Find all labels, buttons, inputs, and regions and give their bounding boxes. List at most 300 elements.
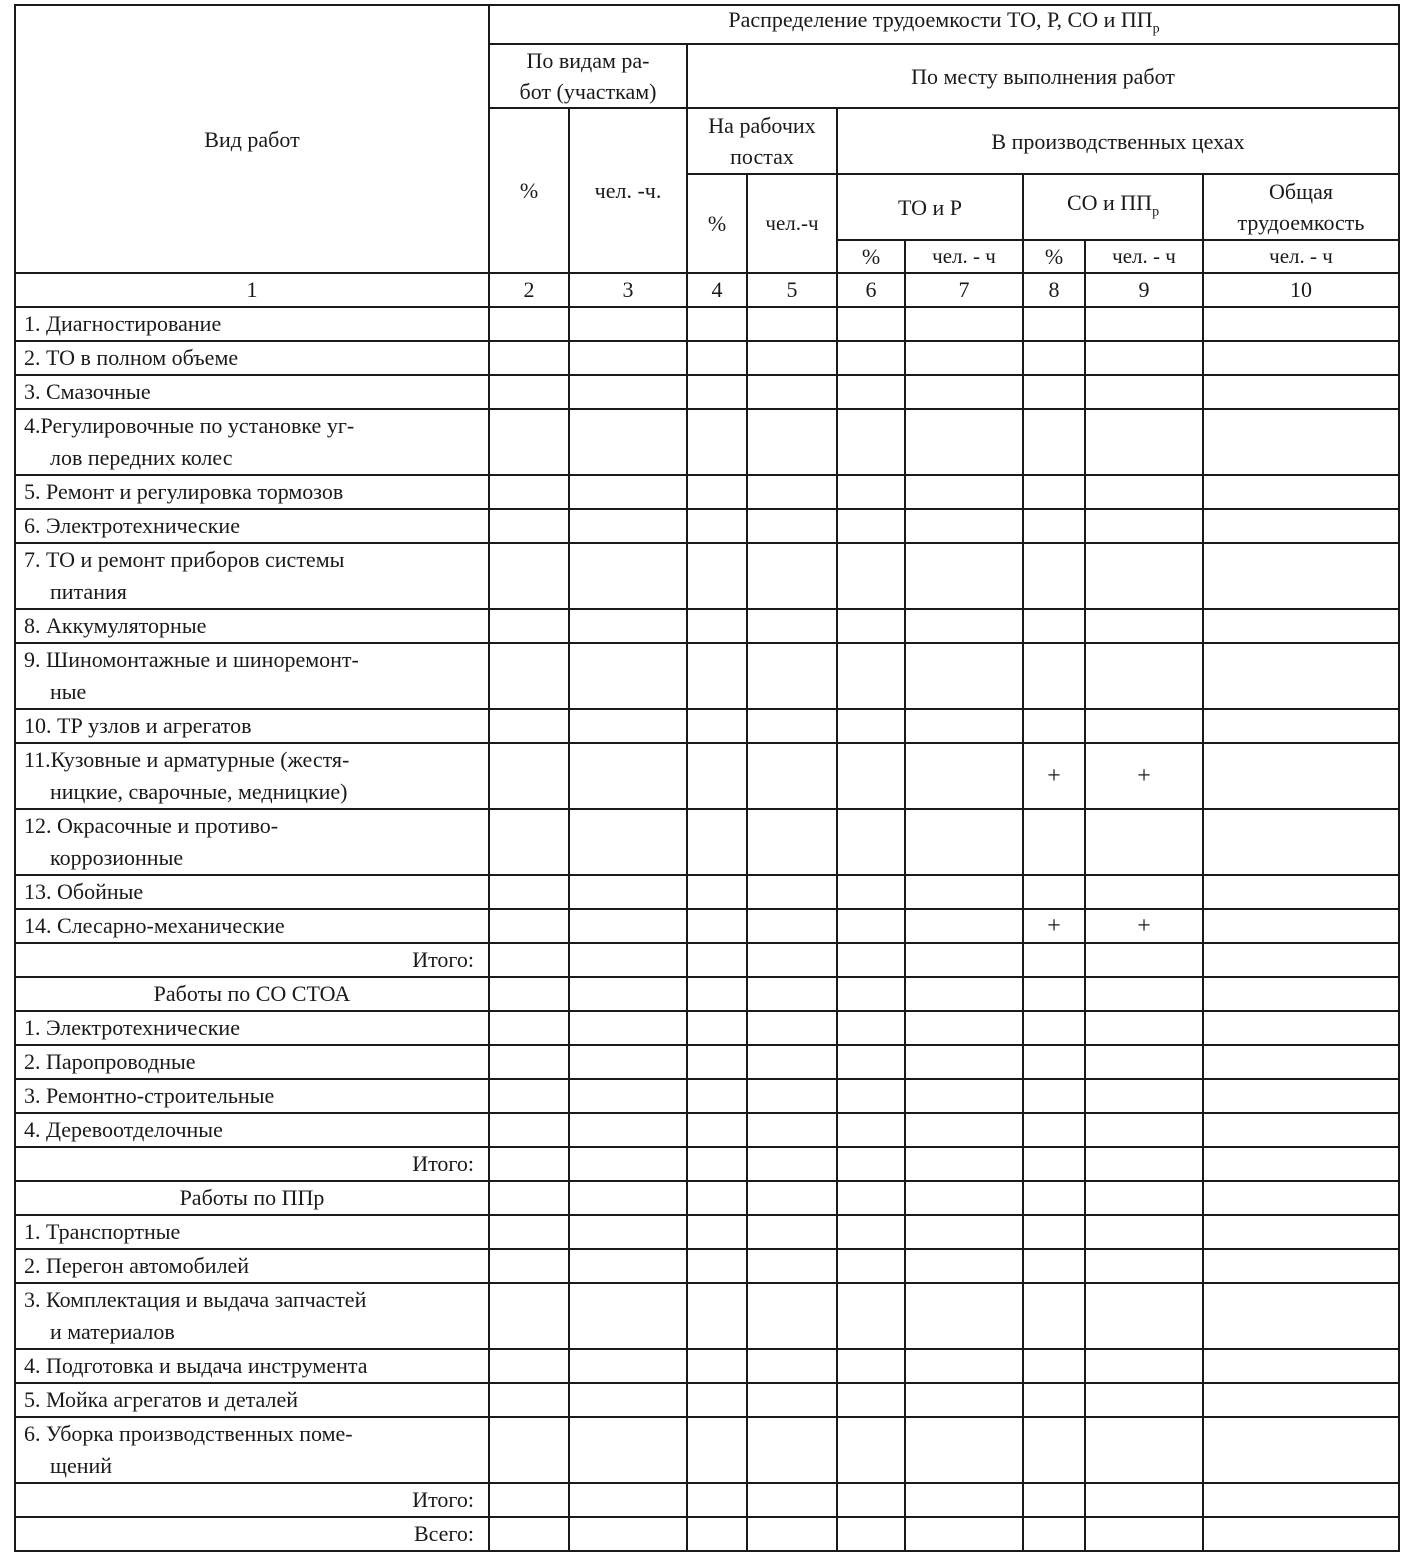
- work-type-name: [15, 1417, 489, 1483]
- value-cell-col5: [747, 609, 837, 643]
- value-cell-col2: [489, 743, 569, 809]
- value-cell-col7: [905, 409, 1023, 475]
- value-cell-col7: [905, 709, 1023, 743]
- value-cell-col2: [489, 1517, 569, 1551]
- value-cell-col9: [1085, 1349, 1203, 1383]
- value-cell-col9: [1085, 1249, 1203, 1283]
- value-cell-col4: [687, 1113, 747, 1147]
- value-cell-col5: [747, 709, 837, 743]
- value-cell-col5: [747, 977, 837, 1011]
- value-cell-col4: [687, 1283, 747, 1349]
- value-cell-col5: [747, 1249, 837, 1283]
- value-cell-col5: [747, 1349, 837, 1383]
- value-cell-col9: [1085, 643, 1203, 709]
- value-cell-col8: [1023, 1011, 1085, 1045]
- plus-mark-col9: +: [1085, 909, 1203, 943]
- table-row: [15, 1215, 1399, 1249]
- table-row: [15, 543, 1399, 609]
- value-cell-col5: [747, 307, 837, 341]
- table-row: [15, 1383, 1399, 1417]
- value-cell-col7: [905, 809, 1023, 875]
- value-cell-col9: [1085, 543, 1203, 609]
- work-type-name: [15, 1283, 489, 1349]
- header-pct-col2: %: [489, 108, 569, 273]
- work-type-line: 4. Деревоотделочные: [24, 1117, 223, 1143]
- work-type-line: 2. Перегон автомобилей: [24, 1253, 250, 1279]
- value-cell-col2: [489, 307, 569, 341]
- work-type-line: 6. Уборка производственных поме-: [24, 1421, 353, 1447]
- total-label: Итого:: [15, 1483, 489, 1517]
- value-cell-col5: [747, 1079, 837, 1113]
- value-cell-col7: [905, 643, 1023, 709]
- work-type-name: [15, 1383, 489, 1417]
- value-cell-col6: [837, 1011, 905, 1045]
- column-number-cell: 3: [569, 273, 687, 307]
- value-cell-col7: [905, 1349, 1023, 1383]
- value-cell-col9: [1085, 1283, 1203, 1349]
- value-cell-col4: [687, 1517, 747, 1551]
- value-cell-col2: [489, 1249, 569, 1283]
- value-cell-col4: [687, 875, 747, 909]
- value-cell-col8: [1023, 375, 1085, 409]
- value-cell-col4: [687, 1011, 747, 1045]
- work-type-line: 6. Электротехнические: [24, 513, 240, 539]
- work-type-line: 8. Аккумуляторные: [24, 613, 207, 639]
- value-cell-col3: [569, 341, 687, 375]
- value-cell-col10: [1203, 1181, 1399, 1215]
- value-cell-col5: [747, 543, 837, 609]
- value-cell-col6: [837, 1147, 905, 1181]
- value-cell-col7: [905, 1215, 1023, 1249]
- work-type-name: [15, 709, 489, 743]
- value-cell-col8: [1023, 409, 1085, 475]
- value-cell-col4: [687, 809, 747, 875]
- value-cell-col7: [905, 943, 1023, 977]
- value-cell-col8: [1023, 875, 1085, 909]
- header-workshops: В производственных цехах: [837, 108, 1399, 174]
- value-cell-col6: [837, 543, 905, 609]
- work-type-name: [15, 543, 489, 609]
- total-row: [15, 1517, 1399, 1551]
- work-type-line: 4. Подготовка и выдача инструмента: [24, 1353, 368, 1379]
- value-cell-col8: [1023, 1249, 1085, 1283]
- table-row: [15, 909, 1399, 943]
- value-cell-col5: [747, 1417, 837, 1483]
- table-row: [15, 1417, 1399, 1483]
- value-cell-col7: [905, 875, 1023, 909]
- work-type-line: 3. Ремонтно-строительные: [24, 1083, 275, 1109]
- value-cell-col9: [1085, 1147, 1203, 1181]
- value-cell-col2: [489, 1079, 569, 1113]
- value-cell-col8: [1023, 1383, 1085, 1417]
- work-type-line: 5. Ремонт и регулировка тормозов: [24, 479, 344, 505]
- total-label: Итого:: [15, 943, 489, 977]
- work-type-name: [15, 1045, 489, 1079]
- labor-distribution-table: [14, 4, 1400, 1552]
- value-cell-col3: [569, 1517, 687, 1551]
- value-cell-col5: [747, 1283, 837, 1349]
- value-cell-col9: [1085, 1079, 1203, 1113]
- work-type-line: 1. Транспортные: [24, 1219, 181, 1245]
- value-cell-col4: [687, 609, 747, 643]
- value-cell-col7: [905, 475, 1023, 509]
- value-cell-col2: [489, 341, 569, 375]
- table-row: [15, 643, 1399, 709]
- value-cell-col6: [837, 1517, 905, 1551]
- value-cell-col2: [489, 809, 569, 875]
- value-cell-col6: [837, 1249, 905, 1283]
- value-cell-col3: [569, 1011, 687, 1045]
- value-cell-col10: [1203, 743, 1399, 809]
- value-cell-col7: [905, 543, 1023, 609]
- value-cell-col8: [1023, 977, 1085, 1011]
- table-row: [15, 307, 1399, 341]
- value-cell-col4: [687, 1147, 747, 1181]
- value-cell-col8: [1023, 307, 1085, 341]
- value-cell-col9: [1085, 341, 1203, 375]
- work-type-name: [15, 341, 489, 375]
- header-pct-col4: %: [687, 174, 747, 273]
- value-cell-col3: [569, 1383, 687, 1417]
- section-row: [15, 1181, 1399, 1215]
- value-cell-col3: [569, 977, 687, 1011]
- value-cell-col8: [1023, 475, 1085, 509]
- value-cell-col3: [569, 543, 687, 609]
- header-by-type: По видам ра- бот (участкам): [489, 44, 687, 108]
- value-cell-col8: [1023, 1045, 1085, 1079]
- value-cell-col10: [1203, 475, 1399, 509]
- work-type-line: 5. Мойка агрегатов и деталей: [24, 1387, 298, 1413]
- table-row: [15, 1045, 1399, 1079]
- value-cell-col3: [569, 643, 687, 709]
- value-cell-col4: [687, 1249, 747, 1283]
- value-cell-col9: [1085, 1011, 1203, 1045]
- work-type-name: [15, 609, 489, 643]
- work-type-name: [15, 509, 489, 543]
- value-cell-col5: [747, 1113, 837, 1147]
- value-cell-col8: [1023, 1181, 1085, 1215]
- value-cell-col2: [489, 509, 569, 543]
- value-cell-col3: [569, 1349, 687, 1383]
- value-cell-col3: [569, 1079, 687, 1113]
- work-type-line: щений: [50, 1453, 113, 1479]
- header-chelch-col5: чел.-ч: [747, 174, 837, 273]
- column-number-cell: 2: [489, 273, 569, 307]
- value-cell-col3: [569, 1417, 687, 1483]
- value-cell-col4: [687, 475, 747, 509]
- value-cell-col5: [747, 943, 837, 977]
- value-cell-col4: [687, 1349, 747, 1383]
- table-row: [15, 875, 1399, 909]
- value-cell-col3: [569, 307, 687, 341]
- value-cell-col10: [1203, 543, 1399, 609]
- work-type-line: 2. ТО в полном объеме: [24, 345, 239, 371]
- value-cell-col10: [1203, 909, 1399, 943]
- value-cell-col6: [837, 475, 905, 509]
- value-cell-col6: [837, 1417, 905, 1483]
- header-pct-col6: %: [837, 240, 905, 273]
- value-cell-col2: [489, 1215, 569, 1249]
- table-row: [15, 809, 1399, 875]
- value-cell-col4: [687, 1215, 747, 1249]
- value-cell-col10: [1203, 809, 1399, 875]
- work-type-name: [15, 1079, 489, 1113]
- header-chelch-col9: чел. - ч: [1085, 240, 1203, 273]
- work-type-line: 11.Кузовные и арматурные (жестя-: [24, 747, 350, 773]
- value-cell-col7: [905, 1181, 1023, 1215]
- value-cell-col5: [747, 1181, 837, 1215]
- work-type-line: коррозионные: [50, 845, 184, 871]
- value-cell-col5: [747, 341, 837, 375]
- column-number-cell: 10: [1203, 273, 1399, 307]
- table-row: [15, 709, 1399, 743]
- work-type-line: 13. Обойные: [24, 879, 144, 905]
- work-type-name: [15, 1249, 489, 1283]
- value-cell-col6: [837, 1079, 905, 1113]
- value-cell-col9: [1085, 1215, 1203, 1249]
- table-row: [15, 1011, 1399, 1045]
- work-type-line: 9. Шиномонтажные и шиноремонт-: [24, 647, 359, 673]
- value-cell-col8: [1023, 809, 1085, 875]
- value-cell-col10: [1203, 1113, 1399, 1147]
- value-cell-col5: [747, 809, 837, 875]
- value-cell-col4: [687, 409, 747, 475]
- value-cell-col10: [1203, 875, 1399, 909]
- value-cell-col5: [747, 1383, 837, 1417]
- value-cell-col3: [569, 1215, 687, 1249]
- value-cell-col6: [837, 875, 905, 909]
- value-cell-col6: [837, 909, 905, 943]
- work-type-name: [15, 743, 489, 809]
- column-number-cell: 1: [15, 273, 489, 307]
- value-cell-col8: [1023, 1417, 1085, 1483]
- value-cell-col3: [569, 409, 687, 475]
- work-type-line: лов передних колес: [50, 445, 233, 471]
- value-cell-col10: [1203, 307, 1399, 341]
- value-cell-col4: [687, 1045, 747, 1079]
- value-cell-col10: [1203, 1283, 1399, 1349]
- value-cell-col7: [905, 1417, 1023, 1483]
- column-number-cell: 9: [1085, 273, 1203, 307]
- section-label: Работы по ППр: [15, 1181, 489, 1215]
- value-cell-col9: [1085, 509, 1203, 543]
- value-cell-col9: [1085, 1483, 1203, 1517]
- value-cell-col8: [1023, 943, 1085, 977]
- value-cell-col6: [837, 1349, 905, 1383]
- value-cell-col10: [1203, 1517, 1399, 1551]
- table-row: [15, 1249, 1399, 1283]
- total-label: Итого:: [15, 1147, 489, 1181]
- value-cell-col10: [1203, 709, 1399, 743]
- value-cell-col4: [687, 509, 747, 543]
- value-cell-col3: [569, 509, 687, 543]
- value-cell-col10: [1203, 509, 1399, 543]
- value-cell-col5: [747, 643, 837, 709]
- work-type-name: [15, 809, 489, 875]
- plus-mark-col8: +: [1023, 743, 1085, 809]
- value-cell-col2: [489, 375, 569, 409]
- value-cell-col10: [1203, 609, 1399, 643]
- work-type-line: 10. ТР узлов и агрегатов: [24, 713, 252, 739]
- value-cell-col9: [1085, 409, 1203, 475]
- value-cell-col6: [837, 341, 905, 375]
- table-row: [15, 475, 1399, 509]
- work-type-name: [15, 1011, 489, 1045]
- value-cell-col10: [1203, 375, 1399, 409]
- work-type-name: [15, 1349, 489, 1383]
- value-cell-col7: [905, 375, 1023, 409]
- value-cell-col8: [1023, 341, 1085, 375]
- value-cell-col8: [1023, 609, 1085, 643]
- value-cell-col3: [569, 1113, 687, 1147]
- value-cell-col7: [905, 977, 1023, 1011]
- value-cell-col3: [569, 609, 687, 643]
- value-cell-col9: [1085, 1417, 1203, 1483]
- work-type-line: питания: [50, 579, 127, 605]
- value-cell-col9: [1085, 943, 1203, 977]
- table-row: [15, 1283, 1399, 1349]
- value-cell-col9: [1085, 1181, 1203, 1215]
- value-cell-col8: [1023, 1483, 1085, 1517]
- value-cell-col9: [1085, 1383, 1203, 1417]
- column-number-cell: 8: [1023, 273, 1085, 307]
- value-cell-col7: [905, 1011, 1023, 1045]
- table-row: [15, 375, 1399, 409]
- value-cell-col5: [747, 909, 837, 943]
- value-cell-col2: [489, 1113, 569, 1147]
- header-vid-rabot: Вид работ: [15, 5, 489, 273]
- work-type-name: [15, 307, 489, 341]
- work-type-line: ные: [50, 679, 87, 705]
- value-cell-col2: [489, 1045, 569, 1079]
- work-type-name: [15, 643, 489, 709]
- value-cell-col7: [905, 341, 1023, 375]
- work-type-name: [15, 875, 489, 909]
- value-cell-col3: [569, 909, 687, 943]
- value-cell-col5: [747, 1045, 837, 1079]
- work-type-name: [15, 475, 489, 509]
- value-cell-col6: [837, 1181, 905, 1215]
- work-type-name: [15, 375, 489, 409]
- value-cell-col2: [489, 943, 569, 977]
- value-cell-col8: [1023, 543, 1085, 609]
- value-cell-col2: [489, 475, 569, 509]
- value-cell-col7: [905, 1113, 1023, 1147]
- value-cell-col6: [837, 809, 905, 875]
- value-cell-col3: [569, 1483, 687, 1517]
- value-cell-col10: [1203, 977, 1399, 1011]
- value-cell-col7: [905, 1517, 1023, 1551]
- header-pct-col8: %: [1023, 240, 1085, 273]
- value-cell-col10: [1203, 943, 1399, 977]
- header-chelch-col7: чел. - ч: [905, 240, 1023, 273]
- value-cell-col5: [747, 409, 837, 475]
- work-type-line: 2. Паропроводные: [24, 1049, 196, 1075]
- value-cell-col8: [1023, 643, 1085, 709]
- value-cell-col6: [837, 1383, 905, 1417]
- value-cell-col10: [1203, 1349, 1399, 1383]
- value-cell-col7: [905, 609, 1023, 643]
- table-row: [15, 609, 1399, 643]
- value-cell-col8: [1023, 1147, 1085, 1181]
- value-cell-col6: [837, 1283, 905, 1349]
- value-cell-col5: [747, 375, 837, 409]
- value-cell-col6: [837, 743, 905, 809]
- column-number-cell: 6: [837, 273, 905, 307]
- value-cell-col4: [687, 543, 747, 609]
- value-cell-col4: [687, 1483, 747, 1517]
- value-cell-col5: [747, 1011, 837, 1045]
- value-cell-col7: [905, 909, 1023, 943]
- section-label: Работы по СО СТОА: [15, 977, 489, 1011]
- value-cell-col6: [837, 609, 905, 643]
- work-type-line: 12. Окрасочные и противо-: [24, 813, 279, 839]
- value-cell-col9: [1085, 475, 1203, 509]
- work-type-line: ницкие, сварочные, медницкие): [50, 779, 348, 805]
- value-cell-col10: [1203, 1215, 1399, 1249]
- work-type-line: и материалов: [50, 1319, 175, 1345]
- work-type-line: 1. Диагностирование: [24, 311, 222, 337]
- value-cell-col3: [569, 1147, 687, 1181]
- value-cell-col9: [1085, 375, 1203, 409]
- value-cell-col4: [687, 1181, 747, 1215]
- value-cell-col10: [1203, 409, 1399, 475]
- value-cell-col4: [687, 643, 747, 709]
- value-cell-col9: [1085, 809, 1203, 875]
- work-type-line: 3. Смазочные: [24, 379, 151, 405]
- header-chelch-col10: чел. - ч: [1203, 240, 1399, 273]
- table-row: [15, 743, 1399, 809]
- total-row: [15, 1483, 1399, 1517]
- value-cell-col6: [837, 643, 905, 709]
- work-type-name: [15, 1113, 489, 1147]
- value-cell-col2: [489, 1383, 569, 1417]
- header-so-pp: СО и $ПП_р$: [1023, 174, 1203, 240]
- value-cell-col5: [747, 509, 837, 543]
- value-cell-col6: [837, 1113, 905, 1147]
- column-number-cell: 5: [747, 273, 837, 307]
- value-cell-col9: [1085, 709, 1203, 743]
- value-cell-col6: [837, 1483, 905, 1517]
- value-cell-col8: [1023, 1349, 1085, 1383]
- value-cell-col5: [747, 475, 837, 509]
- value-cell-col2: [489, 875, 569, 909]
- value-cell-col7: [905, 1045, 1023, 1079]
- value-cell-col6: [837, 307, 905, 341]
- total-row: [15, 943, 1399, 977]
- value-cell-col4: [687, 743, 747, 809]
- value-cell-col3: [569, 1045, 687, 1079]
- header-work-posts: На рабочих постах: [687, 108, 837, 174]
- value-cell-col3: [569, 475, 687, 509]
- value-cell-col3: [569, 875, 687, 909]
- value-cell-col3: [569, 809, 687, 875]
- value-cell-col9: [1085, 1045, 1203, 1079]
- value-cell-col2: [489, 709, 569, 743]
- value-cell-col10: [1203, 1383, 1399, 1417]
- table-row: [15, 1113, 1399, 1147]
- header-by-place: По месту выполнения работ: [687, 44, 1399, 108]
- value-cell-col2: [489, 643, 569, 709]
- value-cell-col7: [905, 1483, 1023, 1517]
- work-type-line: 7. ТО и ремонт приборов системы: [24, 547, 345, 573]
- value-cell-col5: [747, 875, 837, 909]
- value-cell-col7: [905, 1079, 1023, 1113]
- value-cell-col5: [747, 1147, 837, 1181]
- value-cell-col9: [1085, 1517, 1203, 1551]
- value-cell-col3: [569, 1181, 687, 1215]
- value-cell-col7: [905, 307, 1023, 341]
